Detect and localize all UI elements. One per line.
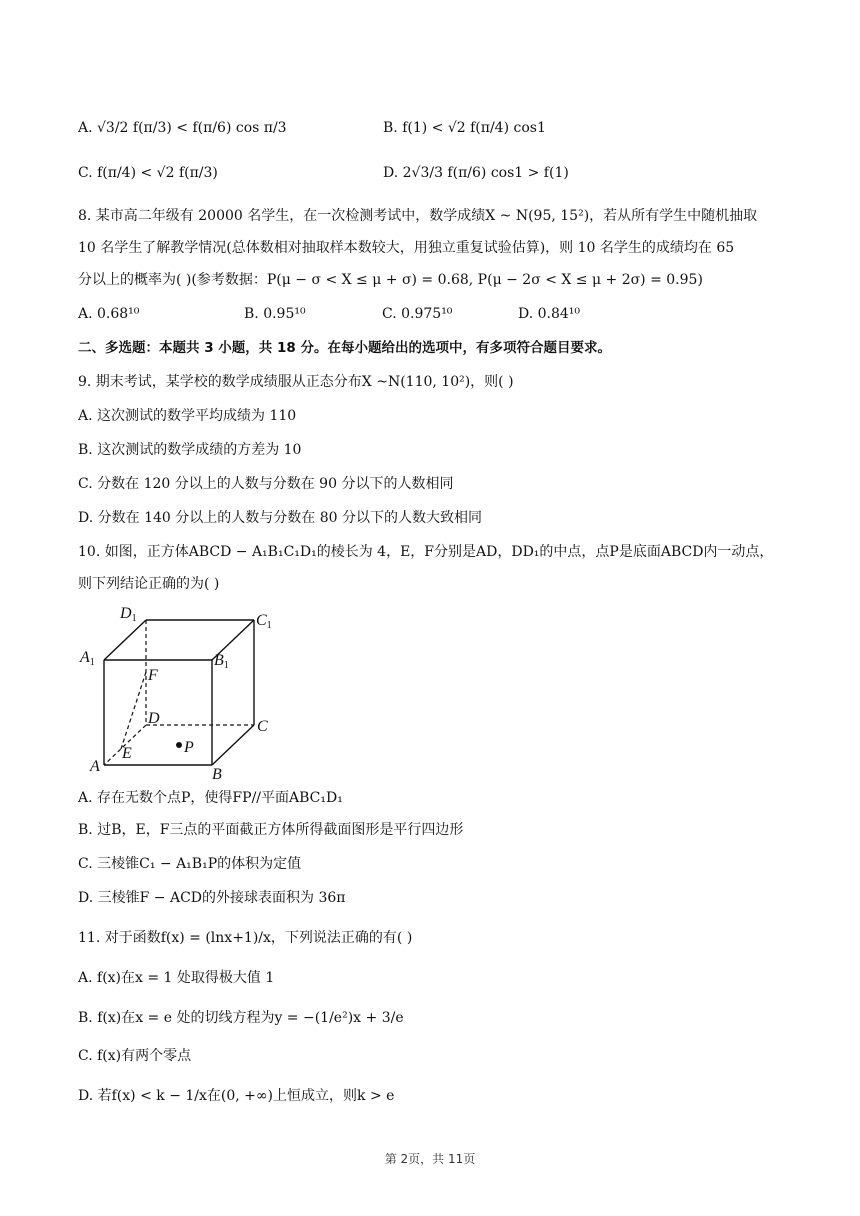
label-b1: B1 [214,652,229,671]
q8-stem-line2: 10 名学生了解教学情况(总体数相对抽取样本数较大，用独立重复试验估算)，则 10 名学生的成绩均在 65 [78,240,735,256]
cube-figure [76,600,286,780]
q10-option-b: B. 过B，E，F三点的平面截正方体所得截面图形是平行四边形 [78,822,464,838]
q10-option-d: D. 三棱锥F − ACD的外接球表面积为 36π [78,890,346,906]
q8-option-d: D. 0.84¹⁰ [518,306,581,322]
page-footer: 第 2页，共 11页 [384,1152,476,1166]
label-d1: D1 [120,605,137,624]
q10-stem-line2: 则下列结论正确的为( ) [78,576,220,592]
label-e: E [122,745,132,762]
point-p-dot [176,742,182,748]
q9-option-a: A. 这次测试的数学平均成绩为 110 [78,408,297,424]
q8-stem-line3: 分以上的概率为( )(参考数据：P(μ − σ < X ≤ μ + σ) = 0.68, P(μ − 2σ < X ≤ μ + 2σ) = 0.95) [78,272,703,288]
q8-stem-line1: 8. 某市高二年级有 20000 名学生，在一次检测考试中，数学成绩X ~ N(95, 15²)，若从所有学生中随机抽取 [78,208,758,224]
q11-option-a: A. f(x)在x = 1 处取得极大值 1 [78,970,275,986]
q11-option-b: B. f(x)在x = e 处的切线方程为y = −(1/e²)x + 3/e [78,1010,404,1026]
label-d: D [148,710,160,727]
label-a1: A1 [80,649,95,668]
label-f: F [148,667,158,684]
q10-option-a: A. 存在无数个点P，使得FP//平面ABC₁D₁ [78,790,343,806]
q11-option-d: D. 若f(x) < k − 1/x在(0, +∞)上恒成立，则k > e [78,1088,395,1104]
label-p: P [184,739,194,756]
q7-option-d: D. 2√3/3 f(π/6) cos1 > f(1) [383,165,569,181]
section-heading: 二、多选题：本题共 3 小题，共 18 分。在每小题给出的选项中，有多项符合题目要求。 [78,340,611,356]
label-a: A [90,758,100,775]
q11-stem: 11. 对于函数f(x) = (lnx+1)/x，下列说法正确的有( ) [78,930,413,946]
q9-option-b: B. 这次测试的数学成绩的方差为 10 [78,442,302,458]
q9-option-d: D. 分数在 140 分以上的人数与分数在 80 分以下的人数大致相同 [78,510,482,526]
q7-option-c: C. f(π/4) < √2 f(π/3) [78,165,218,181]
q7-option-b: B. f(1) < √2 f(π/4) cos1 [383,120,546,136]
label-b: B [212,766,222,780]
q8-option-c: C. 0.975¹⁰ [382,306,453,322]
q11-option-c: C. f(x)有两个零点 [78,1048,192,1064]
q10-stem-line1: 10. 如图，正方体ABCD − A₁B₁C₁D₁的棱长为 4，E，F分别是AD，DD₁的中点，点P是底面ABCD内一动点， [78,544,774,560]
q8-option-b: B. 0.95¹⁰ [244,306,306,322]
q9-stem: 9. 期末考试，某学校的数学成绩服从正态分布X ~N(110, 10²)，则( ) [78,374,514,390]
label-c: C [257,718,268,735]
q10-option-c: C. 三棱锥C₁ − A₁B₁P的体积为定值 [78,856,302,872]
q9-option-c: C. 分数在 120 分以上的人数与分数在 90 分以下的人数相同 [78,476,454,492]
label-c1: C1 [256,612,272,631]
q8-option-a: A. 0.68¹⁰ [78,306,140,322]
q7-option-a: A. √3/2 f(π/3) < f(π/6) cos π/3 [78,120,287,136]
